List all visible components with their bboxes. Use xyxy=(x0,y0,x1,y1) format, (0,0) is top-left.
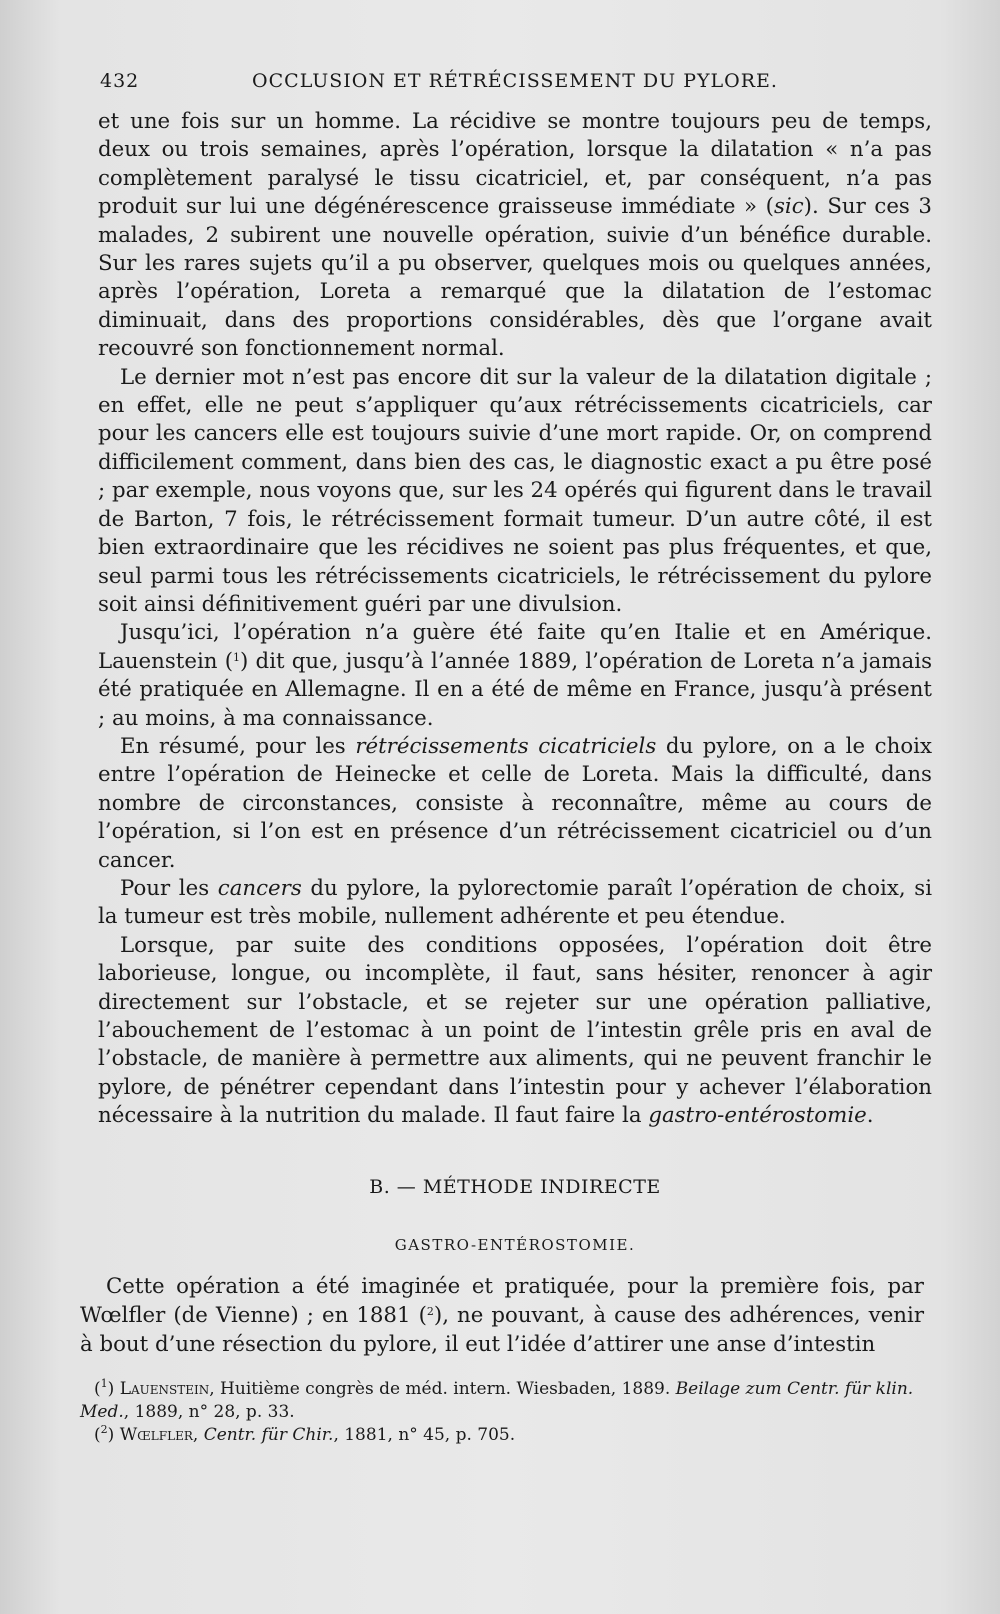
text-run: du pylore, on a le choix entre l’opération de Heinecke et celle de Loreta. Mais la difficulté, dans nombre de circonstances, consiste à reconnaître, même au cours de l’opération, si l’on est en présence d’un rétrécissement cicatriciel ou d’un cancer. xyxy=(98,733,932,873)
paragraph-7 xyxy=(80,1272,924,1359)
footnote-author: Lauenstein xyxy=(119,1379,210,1399)
paragraph-2: Le dernier mot n’est pas encore dit sur la valeur de la dilatation digitale ; en effet, elle ne peut s’appliquer qu’aux rétrécissements cicatriciels, car pour les cancers elle est toujours suivie d’une mort rapide. Or, on comprend difficilement comment, dans bien des cas, le diagnostic exact a pu être posé ; par exemple, nous voyons que, sur les 24 opérés qui figurent dans le travail de Barton, 7 fois, le rétrécissement formait tumeur. D’un autre côté, il est bien extraordinaire que les récidives ne soient pas plus fréquentes, et que, seul parmi tous les rétrécissements cicatriciels, le rétrécissement du pylore soit ainsi définitivement guéri par une divulsion. xyxy=(98,364,932,617)
footnote-text: , xyxy=(192,1425,204,1445)
running-title: OCCLUSION ET RÉTRÉCISSEMENT DU PYLORE. xyxy=(252,70,778,92)
footnote-text: , 1889, n° 28, p. 33. xyxy=(123,1402,295,1422)
text-run: Pour les xyxy=(120,875,218,901)
text-run: Jusqu’ici, l’opération n’a guère été faite qu’en Italie et en Amérique. Lauenstein ( xyxy=(98,620,932,674)
footnote-text: , 1881, n° 45, p. 705. xyxy=(333,1425,516,1445)
text-run: . xyxy=(866,1103,874,1129)
main-text-continued xyxy=(80,1272,924,1359)
footnote-journal: Centr. für Chir. xyxy=(203,1425,334,1445)
page-header xyxy=(100,70,930,100)
page-number: 432 xyxy=(100,70,140,92)
footnotes xyxy=(80,1378,924,1447)
italic-term: cancers xyxy=(217,875,302,901)
italic-term: gastro-entérostomie xyxy=(648,1103,867,1129)
text-run: Lorsque, par suite des conditions opposées, l’opération doit être laborieuse, longue, ou incomplète, il faut, sans hésiter, renoncer à agir directement sur l’obstacle, et se rejeter sur une opération palliative, l’abouchement de l’estomac à un point de l’intestin grêle pris en aval de l’obstacle, de manière à permettre aux aliments, qui ne peuvent franchir le pylore, de pénétrer cependant dans l’intestin pour y achever l’élaboration nécessaire à la nutrition du malade. Il faut faire la xyxy=(98,932,932,1129)
text-run: ). Sur ces 3 malades, 2 subirent une nouvelle opération, suivie d’un bénéfice durable. Sur les rares sujets qu’il a pu observer, quelques mois ou quelques années, après l’opération, Loreta a remarqué que la dilatation de l’estomac diminuait, dans des proportions considérables, dès que l’organe avait recouvré son fonctionnement normal. xyxy=(98,194,932,362)
footnote-marker: 1 xyxy=(100,1377,108,1390)
text-run: et une fois sur un homme. La récidive se montre toujours peu de temps, deux ou trois semaines, après l’opération, lorsque la dilatation « n’a pas complètement paralysé le tissu cicatriciel, et, par conséquent, n’a pas produit sur lui une dégénérescence graisseuse immédiate » ( xyxy=(98,109,932,220)
paragraph-6 xyxy=(98,932,932,1131)
footnote-ref-2: 2 xyxy=(426,1305,434,1318)
paragraph-4 xyxy=(98,733,932,875)
footnote-text: , Huitième congrès de méd. intern. Wiesbaden, 1889. xyxy=(209,1379,676,1399)
footnote-journal: Beilage zum Centr. für klin. Med. xyxy=(80,1379,914,1422)
footnote-marker: 2 xyxy=(100,1423,108,1436)
paragraph-3 xyxy=(98,619,932,733)
main-text xyxy=(98,108,932,1131)
section-heading: B. — MÉTHODE INDIRECTE xyxy=(369,1176,661,1198)
text-run: ) dit que, jusqu’à l’année 1889, l’opération de Loreta n’a jamais été pratiquée en Allemagne. Il en a été de même en France, jusqu’à présent ; au moins, à ma connaissance. xyxy=(98,648,932,731)
footnote-2: ($^2$) Wœlfler, Centr. für Chir., 1881, n° 45, p. 705. xyxy=(94,1423,516,1445)
footnote-ref-1: 1 xyxy=(233,650,241,664)
text-run: du pylore, la pylorectomie paraît l’opération de choix, si la tumeur est très mobile, nullement adhérente et peu étendue. xyxy=(98,875,932,930)
text-run: En résumé, pour les xyxy=(120,733,356,759)
footnote-1: ($^1$) Lauenstein, Huitième congrès de méd. intern. Wiesbaden, 1889. Beilage zum Centr. für klin. Med., 1889, n° 28, p. 33. xyxy=(80,1377,914,1422)
italic-sic: sic xyxy=(773,194,804,220)
paragraph-5 xyxy=(98,875,932,932)
section-subheading: GASTRO-ENTÉROSTOMIE. xyxy=(394,1236,636,1254)
text-run: ), ne pouvant, à cause des adhérences, venir à bout d’une résection du pylore, il eut l’idée d’attirer une anse d’intestin xyxy=(80,1303,925,1357)
text-run: Cette opération a été imaginée et pratiquée, pour la première fois, par Wœlfler (de Vienne) ; en 1881 ( xyxy=(80,1274,924,1328)
footnote-author: Wœlfler xyxy=(119,1425,193,1445)
italic-term: rétrécissements cicatriciels xyxy=(355,733,657,759)
paragraph-1 xyxy=(98,108,932,364)
